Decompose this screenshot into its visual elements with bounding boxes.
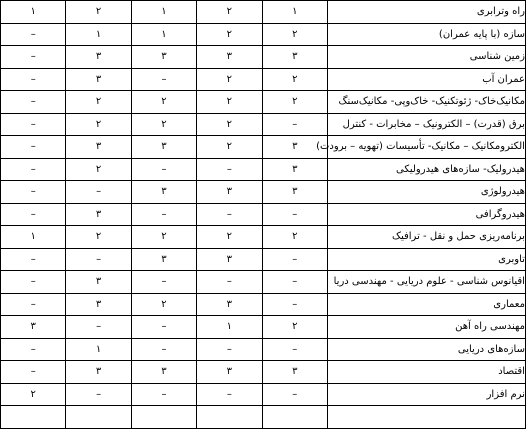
value-cell: ۳ [131,248,196,271]
value-cell: ۳ [197,293,262,316]
value-cell: – [262,383,327,406]
specialty-cell: سازه‌های دریایی [327,338,525,361]
value-cell: ۱ [262,1,327,24]
value-cell: ۲ [197,113,262,136]
value-cell: ۳ [197,248,262,271]
specialty-cell: هیدرولیک- سازه‌های هیدرولیکی [327,158,525,181]
value-cell [1,406,66,429]
value-cell: ۲ [66,1,131,24]
value-cell: – [262,338,327,361]
table-row [1,383,526,406]
value-cell: ۳ [66,293,131,316]
table-row [1,361,526,384]
value-cell: ۲ [197,91,262,114]
specialty-cell: اقیانوس شناسی - علوم دریایی - مهندسی دریا [327,271,525,294]
table-row [1,181,526,204]
value-cell: ۱ [1,226,66,249]
value-cell: – [1,158,66,181]
value-cell: – [1,248,66,271]
specialty-cell: الکترومکانیک – مکانیک- تأسیسات (تهویه – برودت) [327,136,525,159]
table-row [1,136,526,159]
value-cell: ۳ [131,46,196,69]
specialty-cell: مهندسی راه آهن [327,316,525,339]
value-cell: – [131,271,196,294]
value-cell: ۲ [131,293,196,316]
value-cell: – [1,271,66,294]
value-cell: ۲ [131,113,196,136]
table-row [1,293,526,316]
table-row [1,316,526,339]
value-cell: – [66,383,131,406]
specialty-cell: تاوبری [327,248,525,271]
value-cell: – [1,136,66,159]
value-cell: ۲ [131,226,196,249]
value-cell: – [1,68,66,91]
value-cell: – [1,361,66,384]
value-cell: ۳ [262,136,327,159]
value-cell: ۲ [262,226,327,249]
value-cell: ۲ [262,91,327,114]
value-cell: – [131,383,196,406]
value-cell: ۳ [66,203,131,226]
specialty-cell: راه وترابری [327,1,525,24]
value-cell: – [1,113,66,136]
value-cell: – [66,316,131,339]
value-cell: ۱ [66,23,131,46]
value-cell: – [66,248,131,271]
specialty-cell: برنامه‌ریزی حمل و نقل - ترافیک [327,226,525,249]
value-cell: – [1,338,66,361]
value-cell: – [262,271,327,294]
table-body [1,1,526,429]
table-row [1,68,526,91]
value-cell: ۲ [197,1,262,24]
table-row [1,91,526,114]
value-cell: – [197,203,262,226]
value-cell: ۳ [131,136,196,159]
value-cell: ۲ [197,136,262,159]
value-cell: ۳ [1,316,66,339]
value-cell: ۲ [197,226,262,249]
specialty-cell: مکانیک‌خاک- ژئوتکنیک- خاک‌وپی- مکانیک‌سنگ [327,91,525,114]
value-cell: ۳ [66,136,131,159]
value-cell: ۳ [66,361,131,384]
value-cell: ۳ [66,271,131,294]
value-cell: ۲ [197,68,262,91]
value-cell: – [131,338,196,361]
value-cell: ۳ [131,181,196,204]
table-row [1,23,526,46]
specialty-cell: اقتصاد [327,361,525,384]
value-cell: – [131,203,196,226]
value-cell [66,406,131,429]
value-cell [131,406,196,429]
table-row [1,226,526,249]
value-cell: ۲ [197,23,262,46]
value-cell: – [1,46,66,69]
value-cell: ۳ [197,361,262,384]
value-cell: – [197,271,262,294]
value-cell: ۱ [66,338,131,361]
value-cell: ۳ [197,181,262,204]
value-cell: ۲ [66,226,131,249]
value-cell: ۲ [66,113,131,136]
value-cell: – [1,23,66,46]
value-cell: – [1,203,66,226]
value-cell: ۳ [66,68,131,91]
value-cell: – [1,91,66,114]
table-row [1,158,526,181]
table-row [1,271,526,294]
specialty-cell: معماری [327,293,525,316]
specialty-cell: زمین شناسی [327,46,525,69]
table-row [1,338,526,361]
value-cell: ۳ [262,361,327,384]
value-cell: – [197,383,262,406]
value-cell: ۳ [262,46,327,69]
specialty-cell: برق (قدرت) – الکترونیک – مخابرات - کنترل [327,113,525,136]
specialty-cell: هیدرولوژی [327,181,525,204]
value-cell: – [262,248,327,271]
value-cell: – [197,338,262,361]
value-cell: ۲ [262,316,327,339]
value-cell: ۱ [131,1,196,24]
value-cell: – [131,158,196,181]
value-cell: – [66,181,131,204]
value-cell: – [197,158,262,181]
value-cell: – [1,181,66,204]
value-cell: ۳ [66,46,131,69]
specialty-cell: هیدروگرافی [327,203,525,226]
value-cell: ۱ [131,23,196,46]
table-row [1,203,526,226]
table-row [1,113,526,136]
specialty-cell [327,406,525,429]
value-cell: ۲ [131,91,196,114]
specialty-cell: سازه (با پایه عمران) [327,23,525,46]
table-row [1,46,526,69]
value-cell: ۱ [197,316,262,339]
value-cell [262,406,327,429]
value-cell: – [262,113,327,136]
table-row [1,1,526,24]
value-cell: – [131,68,196,91]
value-cell: ۲ [66,91,131,114]
table-row [1,248,526,271]
value-cell: – [262,203,327,226]
value-cell: ۳ [262,158,327,181]
value-cell: – [262,293,327,316]
value-cell: ۳ [197,46,262,69]
value-cell [197,406,262,429]
value-cell: ۳ [262,181,327,204]
value-cell: ۱ [1,1,66,24]
value-cell: ۲ [1,383,66,406]
specialty-cell: نرم افزار [327,383,525,406]
value-cell: ۲ [262,68,327,91]
value-cell: ۲ [262,23,327,46]
table-row [1,406,526,429]
specialty-cell: عمران آب [327,68,525,91]
value-cell: – [1,293,66,316]
value-cell: ۳ [131,361,196,384]
value-cell: – [131,316,196,339]
value-cell: ۲ [66,158,131,181]
